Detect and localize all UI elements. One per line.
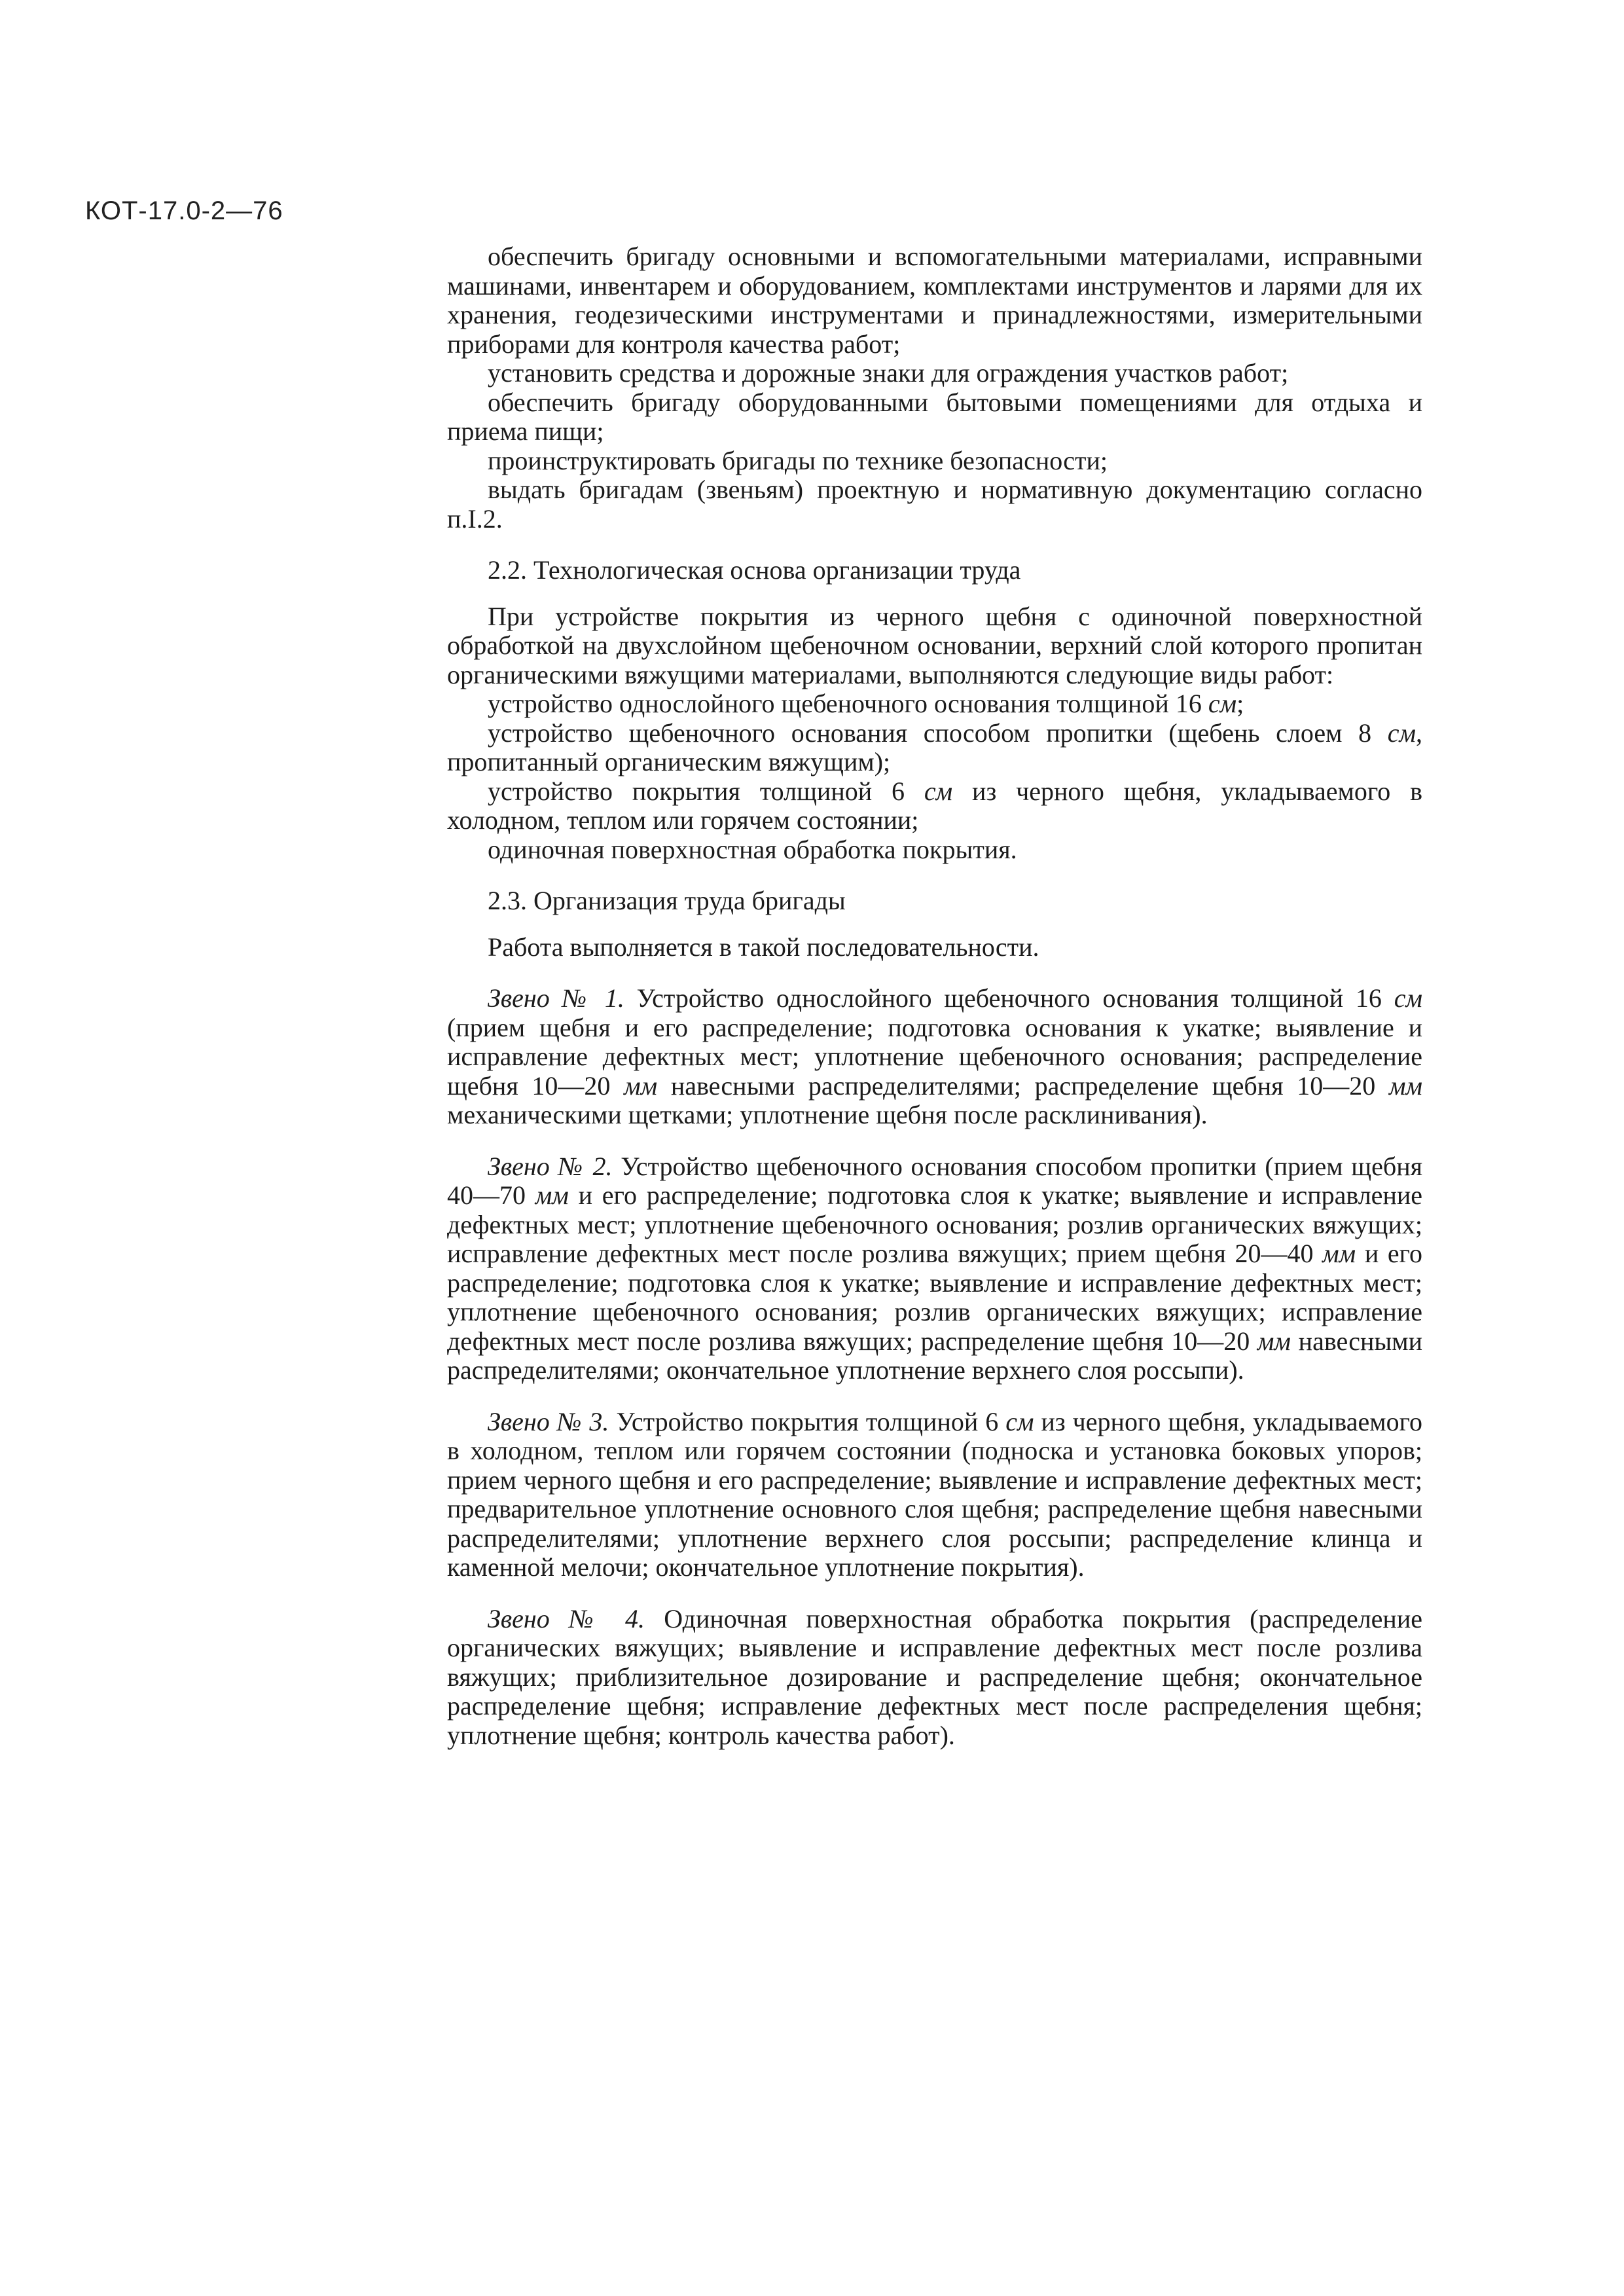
link-title: Звено № 4. — [488, 1603, 645, 1633]
list-item: устройство покрытия толщиной 6 см из черного щебня, укладываемого в холодном, теплом или горячем состоянии; — [447, 776, 1422, 835]
link-2-paragraph: Звено № 2. Устройство щебеночного основания способом пропитки (прием щебня 40—70 мм и его распределение; подготовка слоя к укатке; выявление и исправление дефектных мест; уплотнение щебеночного основания; розлив органических вяжущих; исправление дефектных мест после розлива вяжущих; прием щебня 20—40 мм и его распределение; подготовка слоя к укатке; выявление и исправление дефектных мест; уплотнение щебеночного основания; розлив органических вяжущих; исправление дефектных мест после розлива вяжущих; распределение щебня 10—20 мм навесными распределителями; окончательное уплотнение верхнего слоя россыпи). — [447, 1151, 1423, 1385]
main-text — [447, 242, 1422, 1750]
document-code: КОТ-17.0-2—76 — [85, 196, 283, 225]
paragraph: Работа выполняется в такой последовательности. — [488, 932, 1039, 962]
paragraph: При устройстве покрытия из черного щебня с одиночной поверхностной обработкой на двухслойном щебеночном основании, верхний слой которого пропитан органическими вяжущими материалами, выполняются следующие виды работ: — [447, 601, 1422, 689]
link-3-paragraph: Звено № 3. Устройство покрытия толщиной 6 см из черного щебня, укладываемого в холодном, теплом или горячем состоянии (подноска и установка боковых упоров; прием черного щебня и его распределение; выявление и исправление дефектных мест; предварительное уплотнение основного слоя щебня; распределение щебня навесными распределителями; уплотнение верхнего слоя россыпи; распределение клинца и каменной мелочи; окончательное уплотнение покрытия). — [447, 1406, 1422, 1582]
unit-label: см — [1387, 718, 1416, 748]
unit-label: см — [1208, 689, 1237, 718]
paragraph: обеспечить бригаду оборудованными бытовыми помещениями для отдыха и приема пищи; — [447, 387, 1422, 446]
link-4-paragraph: Звено № 4. Одиночная поверхностная обработка покрытия (распределение органических вяжущих; выявление и исправление дефектных мест после розлива вяжущих; приблизительное дозирование и распределение щебня; окончательное распределение щебня; исправление дефектных мест после распределения щебня; уплотнение щебня; контроль качества работ). — [447, 1603, 1422, 1750]
paragraph: обеспечить бригаду основными и вспомогательными материалами, исправными машинами, инвентарем и оборудованием, комплектами инструментов и ларями для их хранения, геодезическими инструментами и принадлежностями, измерительными приборами для контроля качества работ; — [447, 242, 1422, 359]
link-title: Звено № 3. — [488, 1406, 609, 1436]
section-heading-2-3: 2.3. Организация труда бригады — [488, 886, 846, 915]
paragraph: выдать бригадам (звеньям) проектную и нормативную документацию согласно п.I.2. — [447, 475, 1422, 534]
link-1-paragraph: Звено № 1. Устройство однослойного щебеночного основания толщиной 16 см (прием щебня и его распределение; подготовка основания к укатке; выявление и исправление дефектных мест; уплотнение щебеночного основания; распределение щебня 10—20 мм навесными распределителями; распределение щебня 10—20 мм механическими щетками; уплотнение щебня после расклинивания). — [447, 983, 1422, 1129]
paragraph: установить средства и дорожные знаки для ограждения участков работ; — [488, 358, 1289, 388]
unit-label: см — [924, 776, 953, 806]
list-item: устройство однослойного щебеночного основания толщиной 16 см; — [488, 689, 1244, 718]
link-title: Звено № 2. — [488, 1151, 613, 1181]
list-item: устройство щебеночного основания способом пропитки (щебень слоем 8 см, пропитанный органическим вяжущим); — [447, 718, 1422, 776]
paragraph: проинструктировать бригады по технике безопасности; — [488, 445, 1108, 475]
list-item: одиночная поверхностная обработка покрытия. — [488, 834, 1017, 864]
link-title: Звено № 1. — [488, 983, 624, 1013]
section-heading-2-2: 2.2. Технологическая основа организации труда — [488, 555, 1021, 585]
